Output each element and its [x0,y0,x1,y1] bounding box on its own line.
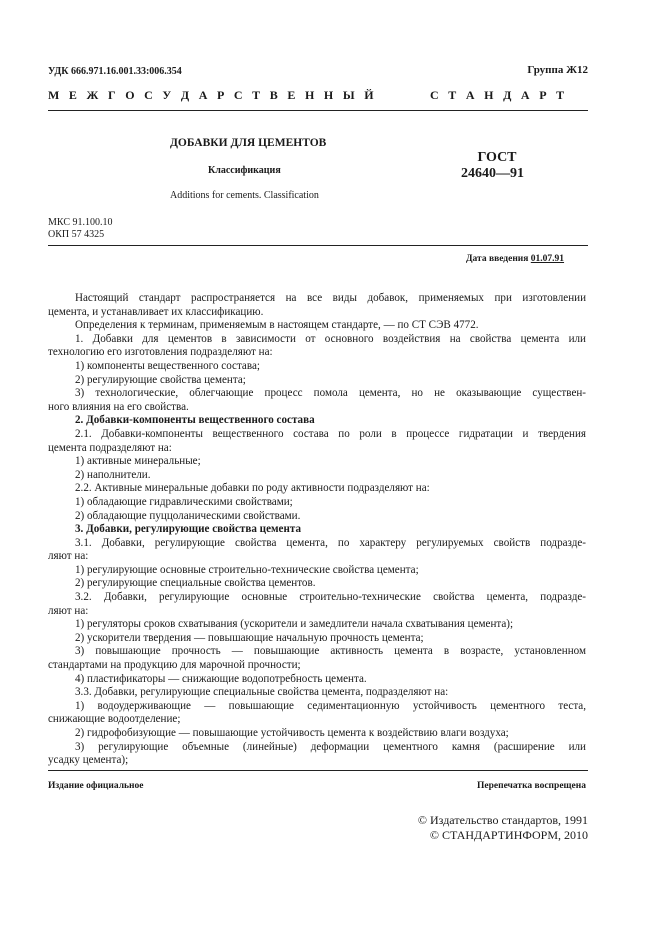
list-item: 1) активные минеральные; [75,455,201,468]
intro-date [466,254,564,264]
paragraph-line: стандартами на продукцию для марочной прочности; [48,659,301,672]
list-item: 1) обладающие гидравлическими свойствами; [75,495,293,508]
paragraph-line: усадку цемента); [48,754,129,767]
list-item: 1) компоненты вещественного состава; [75,359,260,372]
paragraph-line: цемента, и устанавливает их классификацию. [48,305,264,318]
intro-date-value: 01.07.91 [530,254,565,264]
paragraph-line: 2.2. Активные минеральные добавки по роду активности подразделяют на: [75,482,430,495]
paragraph-line: 3.2. Добавки, регулирующие основные строительно-технические свойства цемента, подразде- [75,591,586,604]
okp-code: ОКП 57 4325 [48,229,105,240]
official-edition: Издание официальное [48,781,144,791]
paragraph-line: 3.3. Добавки, регулирующие специальные свойства цемента, подразделяют на: [75,686,449,699]
gost-number: 24640—91 [461,166,524,181]
paragraph-line: снижающие водоотделение; [48,713,181,726]
list-item: 2) ускорители твердения — повышающие начальную прочность цемента; [75,631,424,644]
mks-code: МКС 91.100.10 [48,217,113,228]
copyright-2010: © СТАНДАРТИНФОРМ, 2010 [429,828,588,842]
paragraph-line: 3.1. Добавки, регулирующие свойства цемента, по характеру регулируемых свойств подразде- [75,536,586,549]
copyright-1991: © Издательство стандартов, 1991 [417,813,588,827]
header-rule [48,110,588,111]
paragraph-line: ляют на: [48,604,89,617]
list-item: 1) регуляторы сроков схватывания (ускорители и замедлители начала схватывания цемента); [75,618,514,631]
paragraph-line: ляют на: [48,550,89,563]
list-item: 2) наполнители. [75,468,151,481]
list-item: 3) повышающие прочность — повышающие активность цемента в возрасте, установленном [75,645,586,658]
list-item: 2) обладающие пуццоланическими свойствами. [75,509,301,522]
list-item: 3) технологические, облегчающие процесс помола цемента, но не оказывающие существен- [75,387,586,400]
paragraph-line: 2.1. Добавки-компоненты вещественного состава по роли в процессе гидратации и твердения [75,427,586,440]
codes-rule [48,245,588,246]
list-item: 3) регулирующие объемные (линейные) деформации цементного камня (расширение или [75,740,586,753]
list-item: 4) пластификаторы — снижающие водопотребность цемента. [75,672,367,685]
paragraph-line: технологию его изготовления подразделяют на: [48,346,273,359]
list-item: 1) водоудерживающие — повышающие седиментационную устойчивость цементного теста, [75,699,586,712]
reprint-notice: Перепечатка воспрещена [476,781,586,791]
document-title: ДОБАВКИ ДЛЯ ЦЕМЕНТОВ [170,137,327,149]
document-subtitle: Классификация [208,165,281,176]
gost-label: ГОСТ [477,150,517,165]
paragraph-line: Настоящий стандарт распространяется на все виды добавок, применяемых при изготовлении [75,292,586,304]
intro-date-label: Дата введения [466,254,529,264]
paragraph-line: ного влияния на его свойства. [48,400,189,413]
english-title: Additions for cements. Classification [170,190,319,201]
list-item: 2) регулирующие свойства цемента; [75,373,246,386]
section-heading: 3. Добавки, регулирующие свойства цемента [75,523,301,536]
banner-right: С Т А Н Д А Р Т [430,88,568,102]
paragraph-line: Определения к терминам, применяемым в настоящем стандарте, — по СТ СЭВ 4772. [75,319,479,332]
document-body [48,292,586,768]
group-code: Группа Ж12 [527,64,588,76]
footer-rule [48,770,588,771]
section-heading: 2. Добавки-компоненты вещественного состава [75,414,315,427]
paragraph-line: цемента подразделяют на: [48,441,172,454]
banner-left: М Е Ж Г О С У Д А Р С Т В Е Н Н Ы Й [48,88,377,102]
paragraph-line: 1. Добавки для цементов в зависимости от основного воздействия на свойства цемента или [75,332,586,345]
udk-code: УДК 666.971.16.001.33:006.354 [48,66,182,77]
list-item: 2) регулирующие специальные свойства цементов. [75,577,316,590]
list-item: 2) гидрофобизующие — повышающие устойчивость цемента к воздействию влаги воздуха; [75,727,509,739]
list-item: 1) регулирующие основные строительно-технические свойства цемента; [75,563,419,576]
